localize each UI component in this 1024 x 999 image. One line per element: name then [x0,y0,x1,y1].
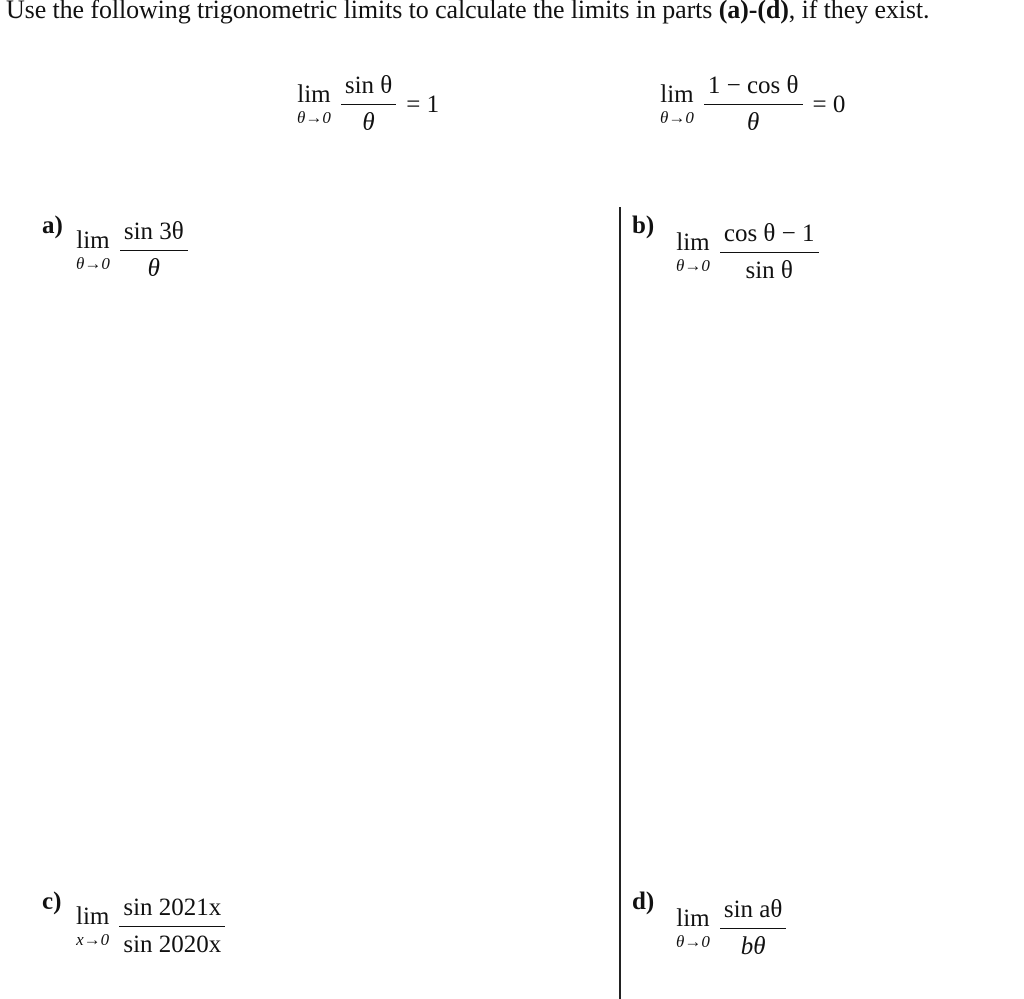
lim-subscript: θ→0 [660,108,694,127]
instructions-prefix: Use the following trigonometric limits to calculate the limits in parts [6,0,719,24]
part-b-limit [676,220,819,285]
fraction [704,72,803,137]
denominator: θ [362,109,375,136]
numerator: cos θ − 1 [720,220,819,253]
fraction [120,218,188,283]
given-limit-sin [297,72,439,137]
numerator: sin 2021x [119,894,225,927]
instructions-part-d: (d) [757,0,789,24]
lim-word: lim [76,227,110,254]
lim-operator [676,906,710,951]
fraction [720,220,819,285]
lim-operator [76,904,109,949]
instructions-suffix: , if they exist. [788,0,930,24]
numerator: 1 − cos θ [704,72,803,105]
numerator: sin aθ [720,896,787,929]
column-divider [619,207,621,999]
lim-word: lim [676,905,710,932]
denominator: sin 2020x [123,931,222,958]
part-c-limit [76,894,225,959]
lim-word: lim [676,229,710,256]
instructions-text [6,0,929,26]
part-a-limit [76,218,188,283]
part-c-label: c) [42,888,62,915]
given-limit-cos [660,72,845,137]
lim-subscript: θ→0 [676,256,710,275]
lim-operator [660,82,694,127]
lim-word: lim [660,81,694,108]
lim-subscript: x→0 [76,930,110,949]
denominator: sin θ [745,257,793,284]
equals-value: = 1 [406,90,440,118]
part-b-label: b) [632,212,655,239]
instructions-dash: - [748,0,758,24]
lim-operator [676,230,710,275]
lim-subscript: θ→0 [76,254,110,273]
part-d-limit [676,896,786,961]
part-a-label: a) [42,212,63,239]
lim-word: lim [297,81,331,108]
denominator: bθ [740,933,766,960]
denominator: θ [147,255,160,282]
numerator: sin 3θ [120,218,188,251]
lim-subscript: θ→0 [297,108,331,127]
fraction [720,896,787,961]
lim-operator [297,82,331,127]
fraction [341,72,396,137]
equals-value: = 0 [812,90,846,118]
fraction [119,894,225,959]
denominator: θ [747,109,760,136]
part-d-label: d) [632,888,655,915]
numerator: sin θ [341,72,396,105]
instructions-part-a: (a) [718,0,749,24]
lim-subscript: θ→0 [676,932,710,951]
lim-word: lim [76,903,110,930]
lim-operator [76,228,110,273]
